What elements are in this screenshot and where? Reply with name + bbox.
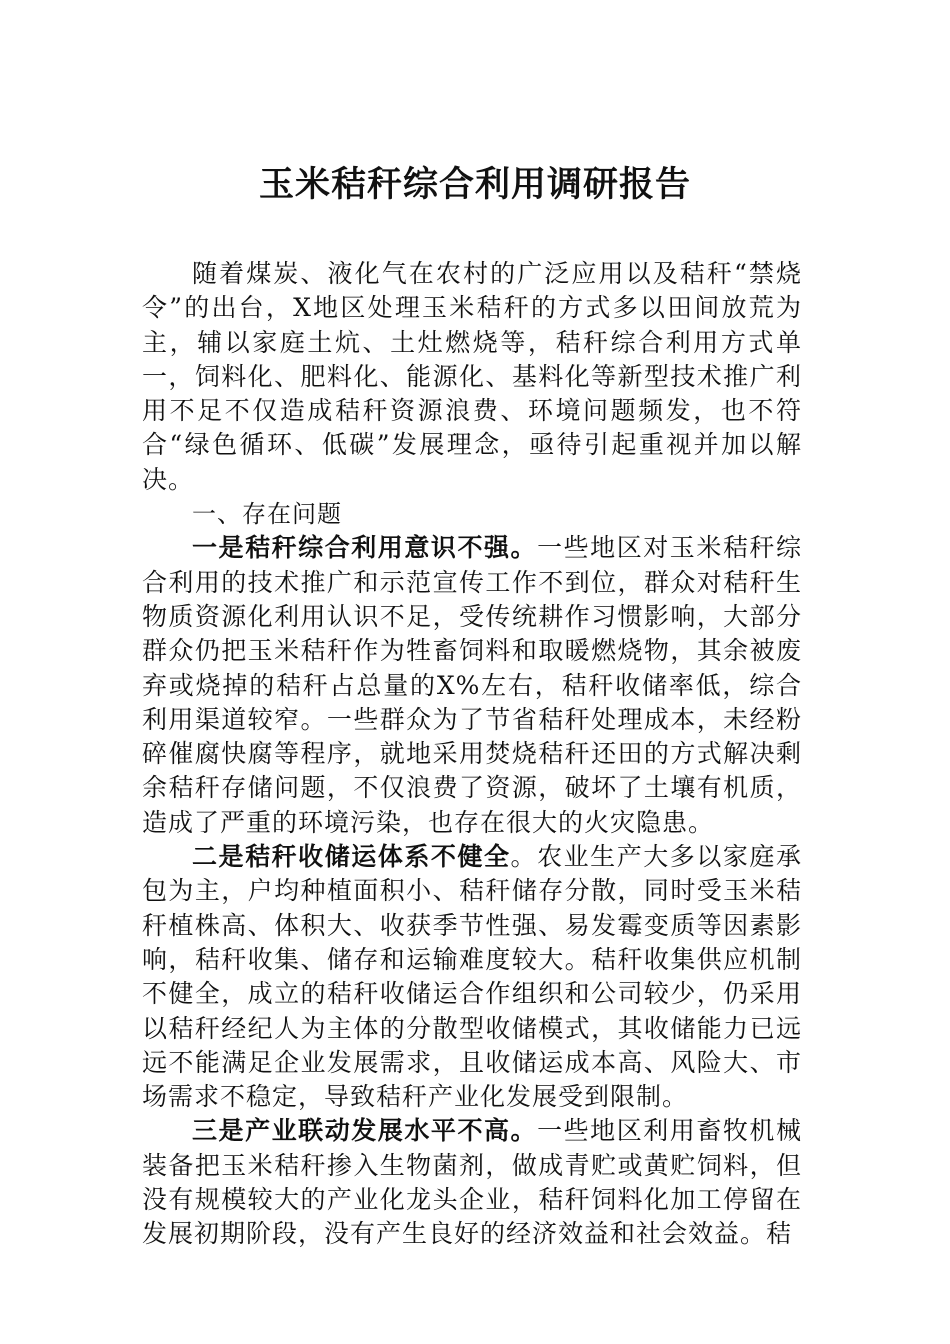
problem-paragraph-1 <box>142 531 802 840</box>
problem-2-text: 。农业生产大多以家庭承包为主，户均种植面积小、秸秆储存分散，同时受玉米秸秆植株高、体积大、收获季节性强、易发霉变质等因素影响，秸秆收集、储存和运输难度较大。秸秆收集供应机制不健全，成立的秸秆收储运合作组织和公司较少，仍采用以秸秆经纪人为主体的分散型收储模式，其收储能力已远远不能满足企业发展需求，且收储运成本高、风险大、市场需求不稳定，导致秸秆产业化发展受到限制。 <box>142 842 802 1112</box>
problem-2-lead: 二是秸秆收储运体系不健全 <box>192 842 511 872</box>
section-heading-problems: 一、存在问题 <box>192 500 342 529</box>
problem-3-lead: 三是产业联动发展水平不高。 <box>192 1116 538 1146</box>
problem-1-text: 一些地区对玉米秸秆综合利用的技术推广和示范宣传工作不到位，群众对秸秆生物质资源化利用认识不足，受传统耕作习惯影响，大部分群众仍把玉米秸秆作为牲畜饲料和取暖燃烧物，其余被废弃或烧掉的秸秆占总量的X%左右，秸秆收储率低，综合利用渠道较窄。一些群众为了节省秸秆处理成本，未经粉碎催腐快腐等程序，就地采用焚烧秸秆还田的方式解决剩余秸秆存储问题，不仅浪费了资源，破坏了土壤有机质，造成了严重的环境污染，也存在很大的火灾隐患。 <box>142 533 802 837</box>
intro-paragraph: 随着煤炭、液化气在农村的广泛应用以及秸秆“禁烧令”的出台，X地区处理玉米秸秆的方式多以田间放荒为主，辅以家庭土炕、土灶燃烧等，秸秆综合利用方式单一，饲料化、肥料化、能源化、基料化等新型技术推广利用不足不仅造成秸秆资源浪费、环境问题频发，也不符合“绿色循环、低碳”发展理念，亟待引起重视并加以解决。 <box>142 259 802 494</box>
problem-1-lead: 一是秸秆综合利用意识不强。 <box>192 533 538 563</box>
document-body <box>142 257 802 1252</box>
document-title: 玉米秸秆综合利用调研报告 <box>258 164 691 205</box>
problem-paragraph-2 <box>142 840 802 1114</box>
problem-3-text: 一些地区利用畜牧机械装备把玉米秸秆掺入生物菌剂，做成青贮或黄贮饲料，但没有规模较大的产业化龙头企业，秸秆饲料化加工停留在发展初期阶段，没有产生良好的经济效益和社会效益。秸 <box>142 1116 802 1249</box>
problem-paragraph-3 <box>142 1114 802 1251</box>
